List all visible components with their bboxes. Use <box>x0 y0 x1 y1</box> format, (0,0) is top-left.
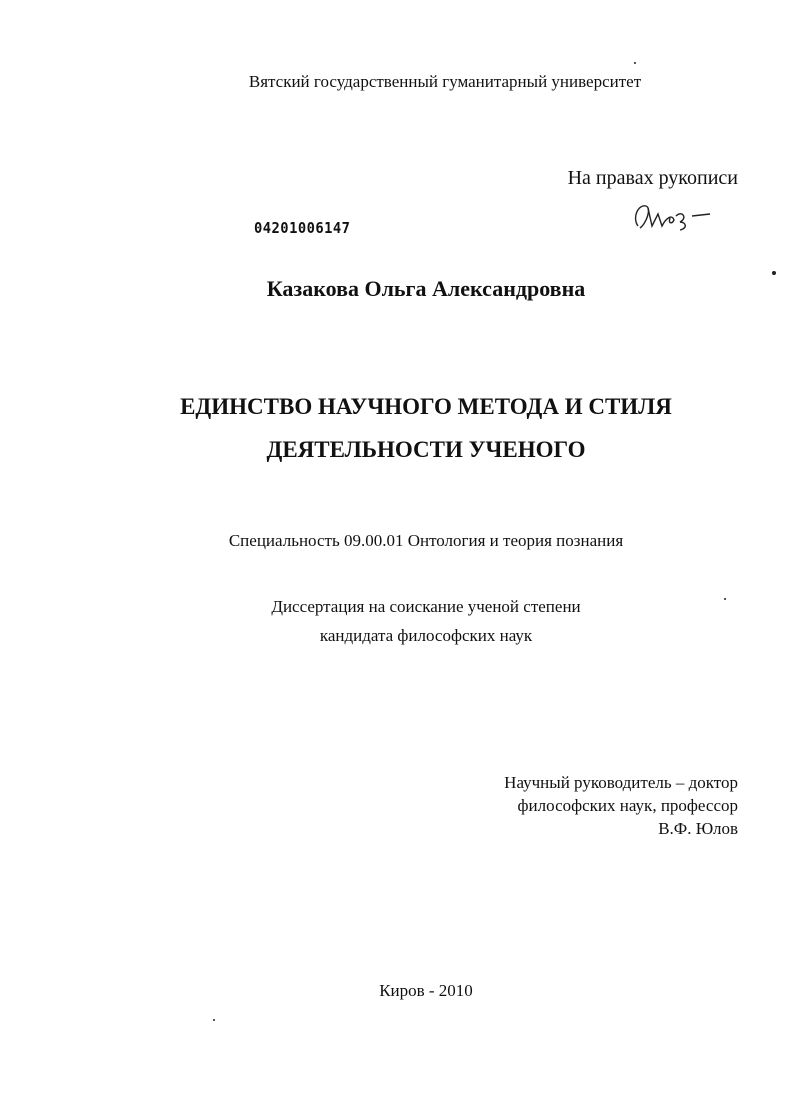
degree-line-1: Диссертация на соискание ученой степени <box>271 597 581 616</box>
advisor-line-1: Научный руководитель – доктор <box>504 773 738 792</box>
advisor-line-2: философских наук, профессор <box>517 796 738 815</box>
degree-line-2: кандидата философских наук <box>319 626 533 645</box>
specialty-line: Специальность 09.00.01 Онтология и теория познания <box>228 531 624 550</box>
handwritten-signature <box>628 196 712 236</box>
scientific-advisor <box>504 771 738 840</box>
scan-speck <box>772 271 776 275</box>
city-year: Киров - 2010 <box>379 981 473 1000</box>
degree-statement <box>0 592 794 650</box>
university-name: Вятский государственный гуманитарный университет <box>248 72 642 91</box>
scan-speck <box>634 62 636 64</box>
dissertation-title <box>0 385 794 471</box>
advisor-line-3: В.Ф. Юлов <box>658 819 738 838</box>
scan-speck <box>724 598 726 600</box>
manuscript-rights-label: На правах рукописи <box>567 167 738 189</box>
title-line-2: ДЕЯТЕЛЬНОСТИ УЧЕНОГО <box>266 437 586 462</box>
author-name: Казакова Ольга Александровна <box>266 276 586 301</box>
registration-number-stamp: 04201006147 <box>254 219 351 237</box>
title-line-1: ЕДИНСТВО НАУЧНОГО МЕТОДА И СТИЛЯ <box>180 394 672 419</box>
scan-speck <box>213 1019 215 1021</box>
